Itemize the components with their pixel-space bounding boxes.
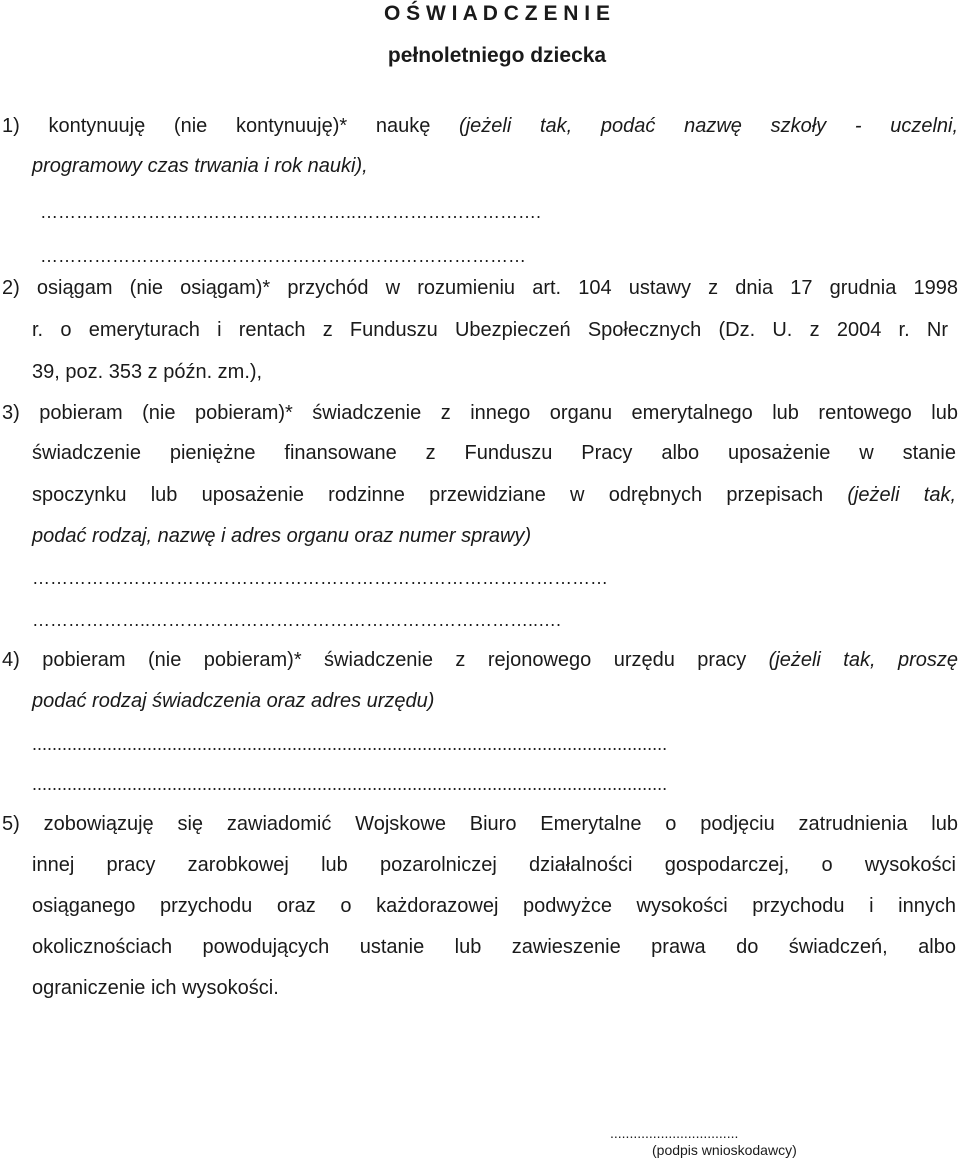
- document-subtitle: pełnoletniego dziecka: [387, 44, 607, 67]
- item3-line4-italic: podać rodzaj, nazwę i adres organu oraz numer sprawy): [32, 525, 532, 547]
- item1-line1: [2, 112, 958, 140]
- item1-line2-italic: programowy czas trwania i rok nauki),: [32, 155, 368, 177]
- item3-line1: 3) pobieram (nie pobieram)* świadczenie z innego organu emerytalnego lub rentowego lub: [2, 402, 958, 424]
- item5-line1: 5) zobowiązuję się zawiadomić Wojskowe Biuro Emerytalne o podjęciu zatrudnienia lub: [2, 813, 958, 835]
- item2-line3: 39, poz. 353 z późn. zm.),: [32, 361, 263, 383]
- item1-line1-main: 1) kontynuuję (nie kontynuuję)* naukę: [2, 115, 431, 137]
- item3-line3-main: spoczynku lub uposażenie rodzinne przewidziane w odrębnych przepisach: [32, 484, 824, 506]
- item3-line3-italic: (jeżeli tak,: [847, 484, 957, 506]
- item3-line4: [32, 522, 531, 550]
- signature-label: (podpis wnioskodawcy): [652, 1142, 797, 1158]
- item3-dots-line1: ……………………………………………………………………………………: [32, 568, 608, 588]
- item3-line2: świadczenie pieniężne finansowane z Funduszu Pracy albo uposażenie w stanie: [32, 442, 956, 464]
- item2-line2: r. o emeryturach i rentach z Funduszu Ubezpieczeń Społecznych (Dz. U. z 2004 r. Nr: [32, 319, 948, 341]
- item1-line2: [32, 152, 368, 180]
- item4-dots-line1: ...............................................................................................................................: [32, 734, 668, 754]
- item4-line1-main: 4) pobieram (nie pobieram)* świadczenie z rejonowego urzędu pracy: [2, 649, 747, 671]
- signature-dots: .................................: [610, 1125, 739, 1141]
- item4-line1: [2, 646, 958, 674]
- item5-line3: osiąganego przychodu oraz o każdorazowej podwyżce wysokości przychodu i innych: [32, 895, 956, 917]
- item5-line4: okolicznościach powodujących ustanie lub zawieszenie prawa do świadczeń, albo: [32, 936, 956, 958]
- item1-line1-italic: (jeżeli tak, podać nazwę szkoły - uczelni,: [459, 115, 959, 137]
- item4-line2-italic: podać rodzaj świadczenia oraz adres urzędu): [32, 690, 435, 712]
- item5-line2: innej pracy zarobkowej lub pozarolniczej działalności gospodarczej, o wysokości: [32, 854, 956, 876]
- item4-dots-line2: ...............................................................................................................................: [32, 774, 668, 794]
- item3-line3: [32, 481, 956, 509]
- document-title: O Ś W I A D C Z E N I E: [384, 2, 610, 25]
- item4-line1-italic: (jeżeli tak, proszę: [768, 649, 959, 671]
- item2-line1: 2) osiągam (nie osiągam)* przychód w rozumieniu art. 104 ustawy z dnia 17 grudnia 1998: [2, 277, 958, 299]
- item1-dots-line2: ………………………………………………………………………: [40, 246, 526, 266]
- item5-line5: ograniczenie ich wysokości.: [32, 977, 279, 999]
- item1-dots-line1: ……………………………………………..………………………….: [40, 202, 542, 222]
- item4-line2: [32, 687, 434, 715]
- item3-dots-line2: ………………..………………………………………………………..….: [32, 610, 562, 630]
